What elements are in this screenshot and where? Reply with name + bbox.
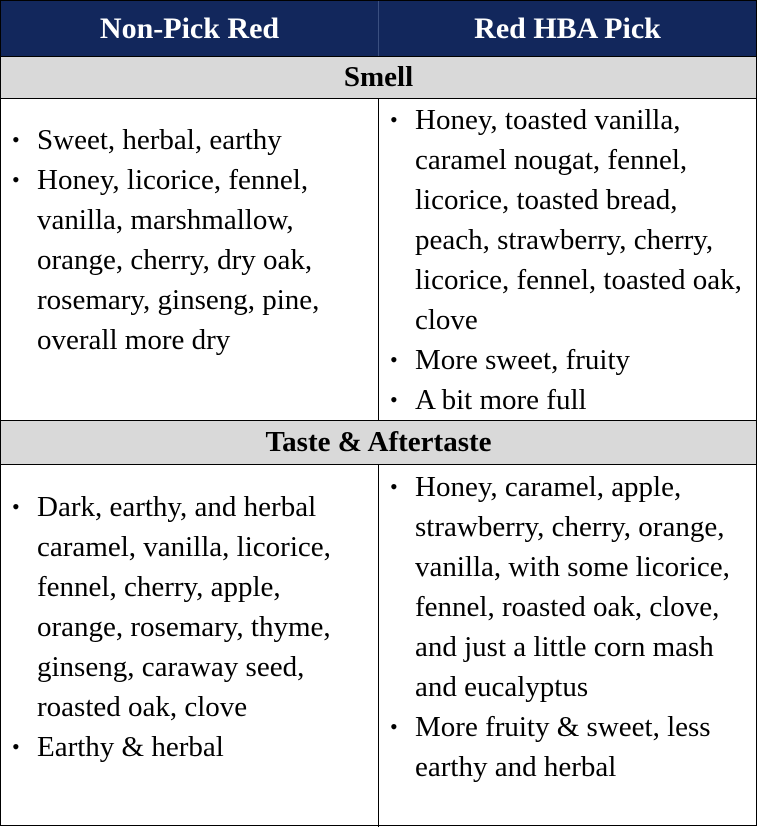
taste-hba-pick-list xyxy=(379,467,756,787)
list-item: • More sweet, fruity xyxy=(379,340,756,380)
bullet-icon: • xyxy=(12,494,20,519)
smell-hba-pick-cell xyxy=(379,99,756,420)
smell-hba-pick-list xyxy=(379,100,756,420)
bullet-icon: • xyxy=(390,107,398,132)
table-header-row xyxy=(1,1,756,56)
taste-non-pick-list xyxy=(1,487,378,767)
list-item: • Honey, toasted vanilla, caramel nougat, fennel, licorice, toasted bread, peach, strawberry, cherry, licorice, fennel, toasted oak, clove xyxy=(379,100,756,340)
smell-non-pick-list xyxy=(1,120,378,360)
list-item: • Honey, caramel, apple, strawberry, cherry, orange, vanilla, with some licorice, fennel, roasted oak, clove, and just a little corn mash and eucalyptus xyxy=(379,467,756,707)
list-item: • A bit more full xyxy=(379,380,756,420)
smell-row xyxy=(1,99,756,420)
bullet-icon: • xyxy=(12,127,20,152)
header-non-pick-red: Non-Pick Red xyxy=(1,1,379,56)
list-item: • More fruity & sweet, less earthy and herbal xyxy=(379,707,756,787)
bullet-icon: • xyxy=(390,387,398,412)
taste-hba-pick-cell xyxy=(379,465,756,827)
list-item: • Earthy & herbal xyxy=(1,727,378,767)
taste-non-pick-cell xyxy=(1,465,379,827)
bullet-icon: • xyxy=(12,734,20,759)
header-red-hba-pick: Red HBA Pick xyxy=(474,11,661,45)
bullet-icon: • xyxy=(12,167,20,192)
bullet-icon: • xyxy=(390,714,398,739)
section-title-taste-aftertaste: Taste & Aftertaste xyxy=(1,420,756,465)
list-item: • Honey, licorice, fennel, vanilla, marshmallow, orange, cherry, dry oak, rosemary, ginseng, pine, overall more dry xyxy=(1,160,378,360)
list-item: • Dark, earthy, and herbal caramel, vanilla, licorice, fennel, cherry, apple, orange, rosemary, thyme, ginseng, caraway seed, roasted oak, clove xyxy=(1,487,378,727)
bullet-icon: • xyxy=(390,474,398,499)
bullet-icon: • xyxy=(390,347,398,372)
taste-row xyxy=(1,465,756,827)
smell-non-pick-cell xyxy=(1,99,379,420)
section-title-smell: Smell xyxy=(1,56,756,99)
list-item: • Sweet, herbal, earthy xyxy=(1,120,378,160)
